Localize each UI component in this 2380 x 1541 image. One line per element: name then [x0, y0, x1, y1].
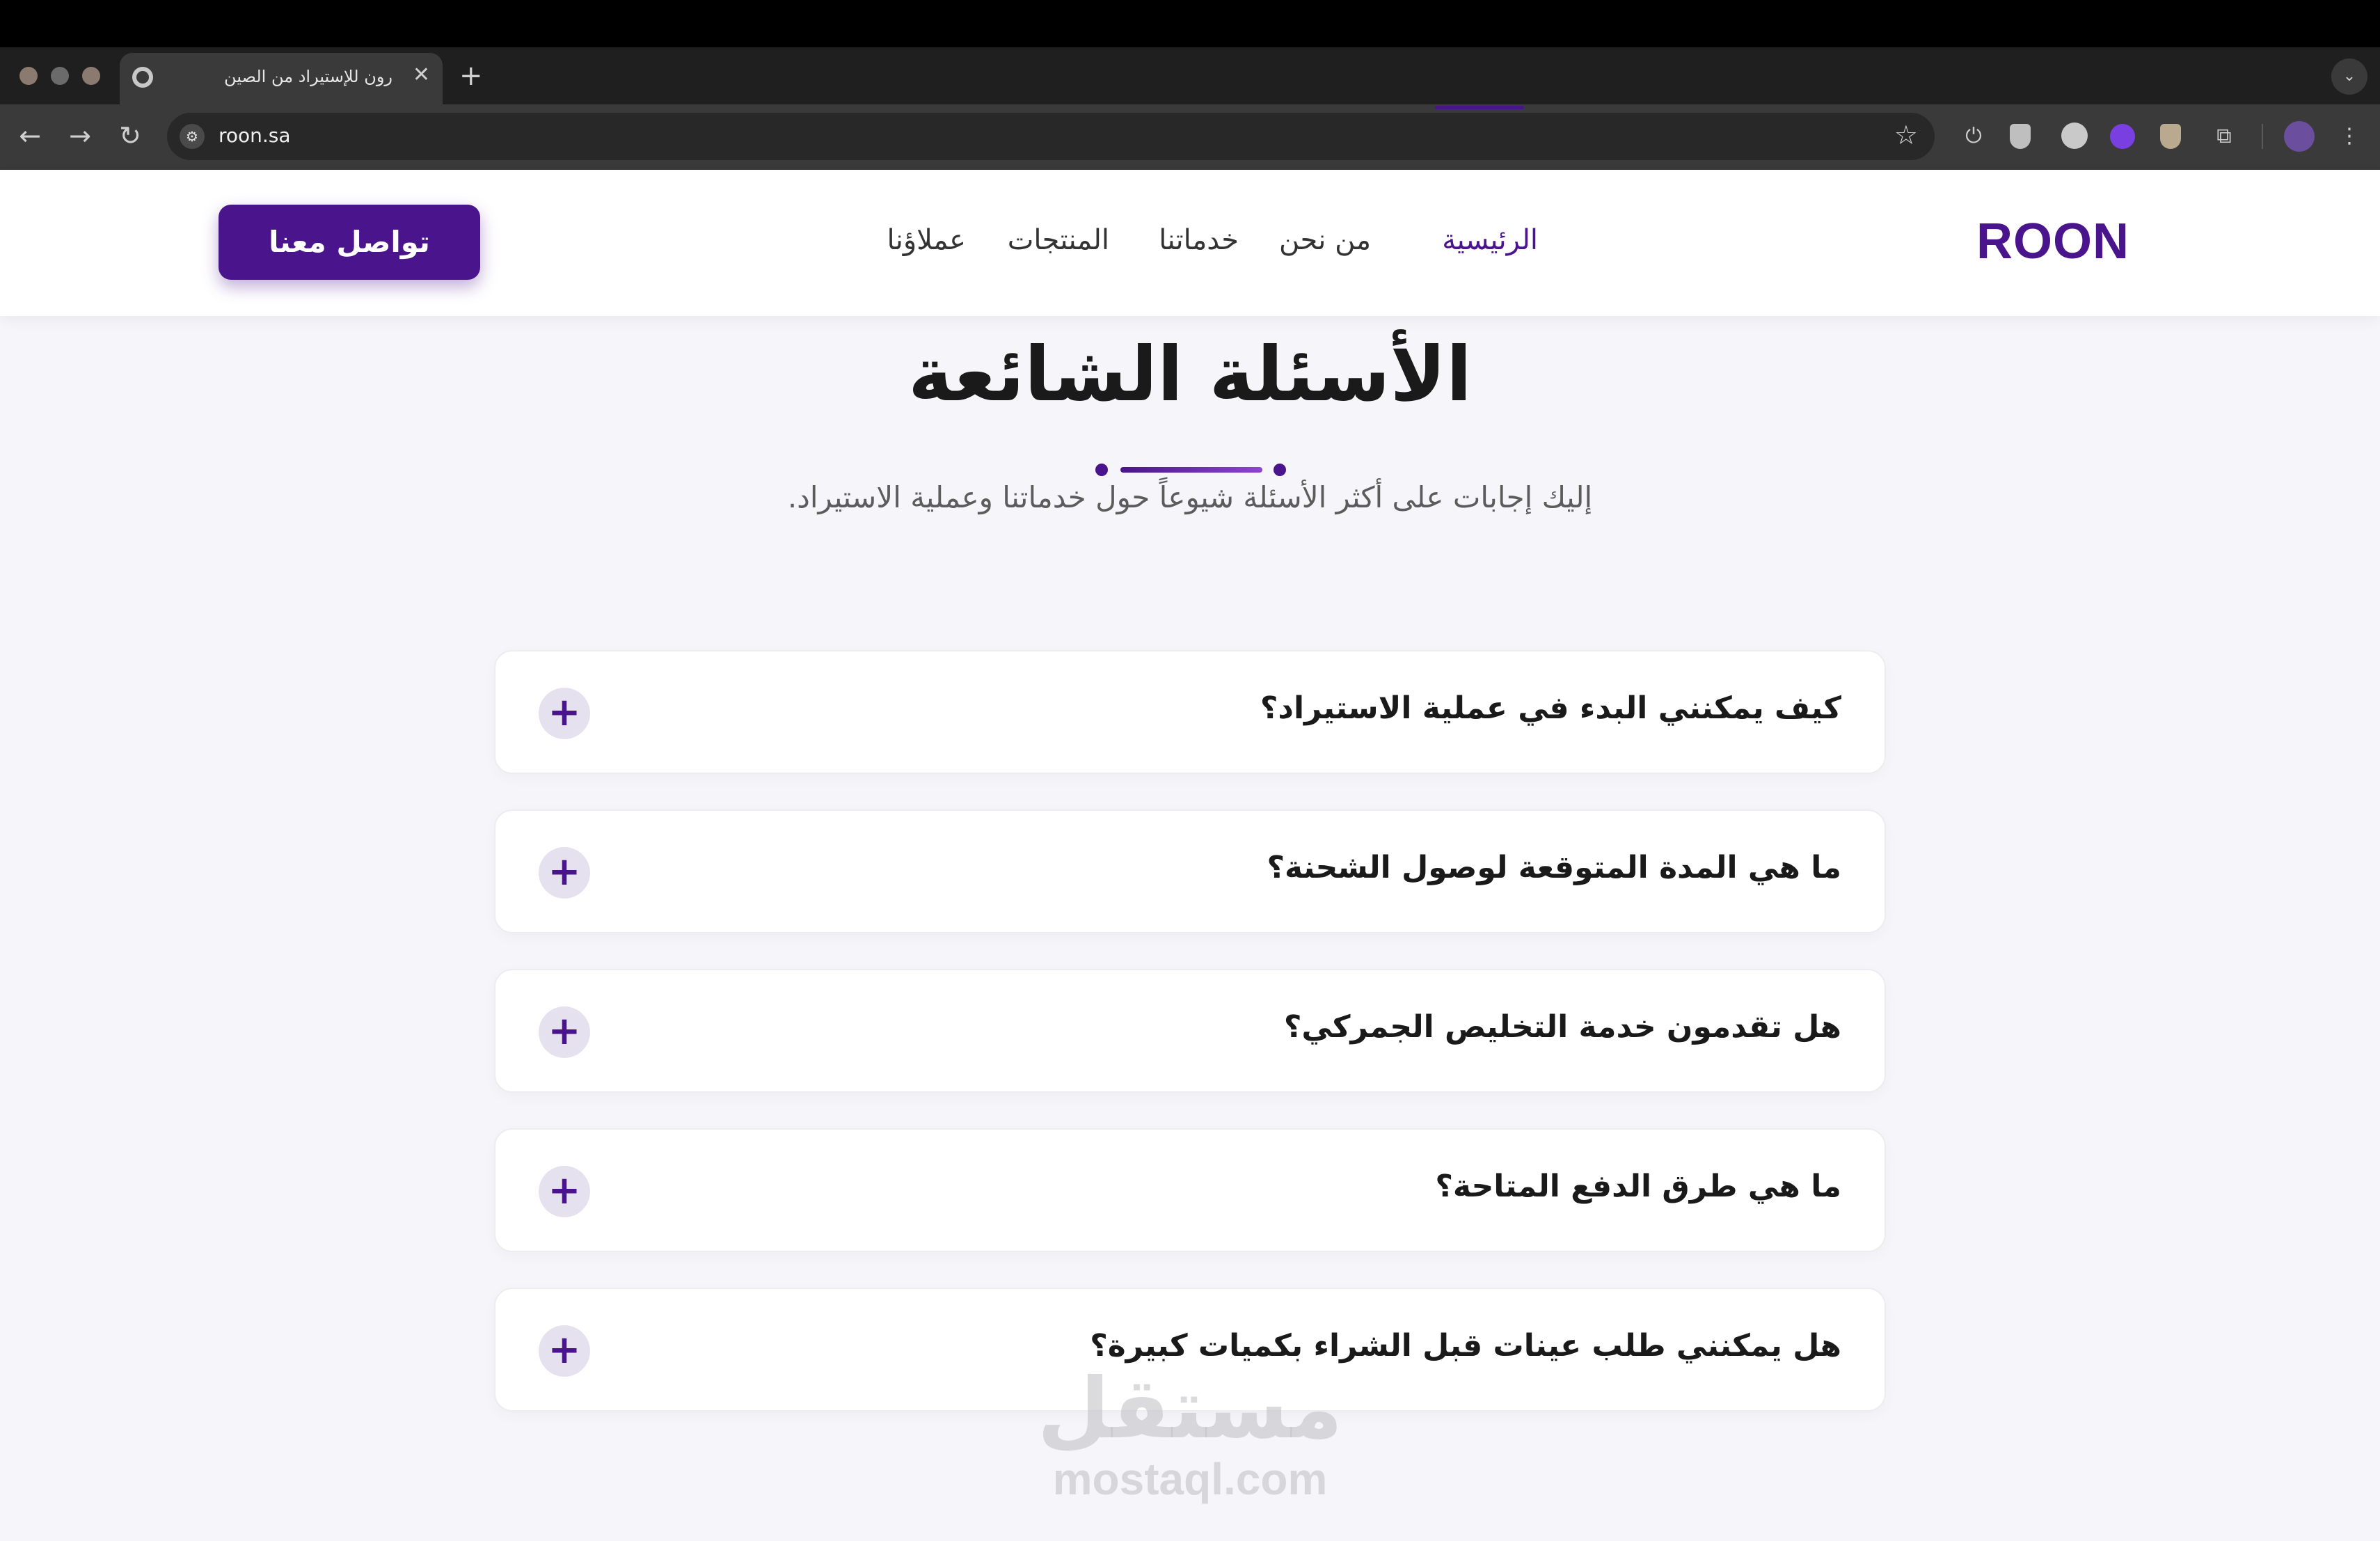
toolbar-divider: [2262, 124, 2263, 149]
tab-close-icon[interactable]: ✕: [412, 63, 430, 87]
reload-icon[interactable]: ↻: [119, 120, 141, 151]
close-window-button[interactable]: [19, 67, 38, 85]
faq-item[interactable]: [494, 809, 1886, 933]
tab-search-button[interactable]: ⌄: [2331, 58, 2367, 95]
globe-icon: [132, 67, 153, 88]
faq-question[interactable]: هل تقدمون خدمة التخليص الجمركي؟: [1283, 1009, 1841, 1045]
extensions-puzzle-icon[interactable]: ⧉: [2216, 124, 2232, 148]
address-bar[interactable]: [167, 113, 1935, 160]
site-header: [0, 170, 2380, 316]
power-icon[interactable]: ⏻: [1965, 124, 1982, 148]
plus-icon[interactable]: +: [539, 1006, 590, 1058]
screen-top-bar: [0, 0, 2380, 47]
minimize-window-button[interactable]: [51, 67, 69, 85]
faq-title: الأسئلة الشائعة: [908, 331, 1472, 418]
shield-extension-icon[interactable]: [2010, 124, 2031, 149]
new-tab-button[interactable]: +: [459, 60, 483, 92]
browser-menu-icon[interactable]: ⋮: [2339, 124, 2360, 148]
tab-title: رون للإستيراد من الصين: [224, 67, 392, 86]
faq-question[interactable]: هل يمكنني طلب عينات قبل الشراء بكميات كبيرة؟: [1090, 1328, 1841, 1364]
faq-item[interactable]: [494, 969, 1886, 1093]
faq-question[interactable]: ما هي طرق الدفع المتاحة؟: [1435, 1169, 1841, 1204]
mostaql-watermark: [1037, 1361, 1343, 1504]
purple-extension-icon[interactable]: [2110, 124, 2135, 149]
plus-icon[interactable]: +: [539, 1166, 590, 1217]
faq-question[interactable]: ما هي المدة المتوقعة لوصول الشحنة؟: [1267, 850, 1841, 885]
faq-question[interactable]: كيف يمكنني البدء في عملية الاستيراد؟: [1260, 690, 1841, 726]
faq-item[interactable]: [494, 650, 1886, 774]
brave-shield-icon[interactable]: [2160, 124, 2181, 149]
browser-tab[interactable]: [120, 53, 443, 104]
nav-item-services[interactable]: خدماتنا: [1159, 224, 1239, 256]
contact-us-button[interactable]: تواصل معنا: [219, 205, 480, 280]
watermark-latin: mostaql.com: [1052, 1454, 1328, 1504]
title-decoration: [1095, 462, 1290, 476]
active-nav-underline: [1435, 106, 1524, 109]
site-logo[interactable]: ROON: [1976, 214, 2129, 269]
faq-item[interactable]: [494, 1128, 1886, 1252]
decoration-dot: [1095, 464, 1108, 476]
profile-avatar[interactable]: [2284, 121, 2315, 152]
nav-item-clients[interactable]: عملاؤنا: [887, 224, 966, 256]
faq-subtitle: إليك إجابات على أكثر الأسئلة شيوعاً حول خدماتنا وعملية الاستيراد.: [787, 480, 1593, 514]
decoration-line: [1120, 467, 1262, 473]
back-icon[interactable]: ←: [19, 120, 41, 151]
plus-icon[interactable]: +: [539, 1325, 590, 1377]
nav-item-about[interactable]: من نحن: [1279, 224, 1371, 256]
forward-icon[interactable]: →: [69, 120, 91, 151]
decoration-dot: [1274, 464, 1286, 476]
nav-item-products[interactable]: المنتجات: [1007, 224, 1109, 256]
url-text[interactable]: roon.sa: [219, 124, 291, 147]
plus-icon[interactable]: +: [539, 847, 590, 899]
site-info-icon[interactable]: ⚙: [180, 124, 205, 149]
watermark-arabic: مستقل: [1037, 1361, 1343, 1457]
main-nav: [856, 224, 1538, 266]
copilot-extension-icon[interactable]: [2061, 123, 2088, 149]
bookmark-star-icon[interactable]: ☆: [1894, 120, 1918, 150]
plus-icon[interactable]: +: [539, 688, 590, 739]
nav-item-home[interactable]: الرئيسية: [1442, 224, 1538, 256]
maximize-window-button[interactable]: [82, 67, 100, 85]
